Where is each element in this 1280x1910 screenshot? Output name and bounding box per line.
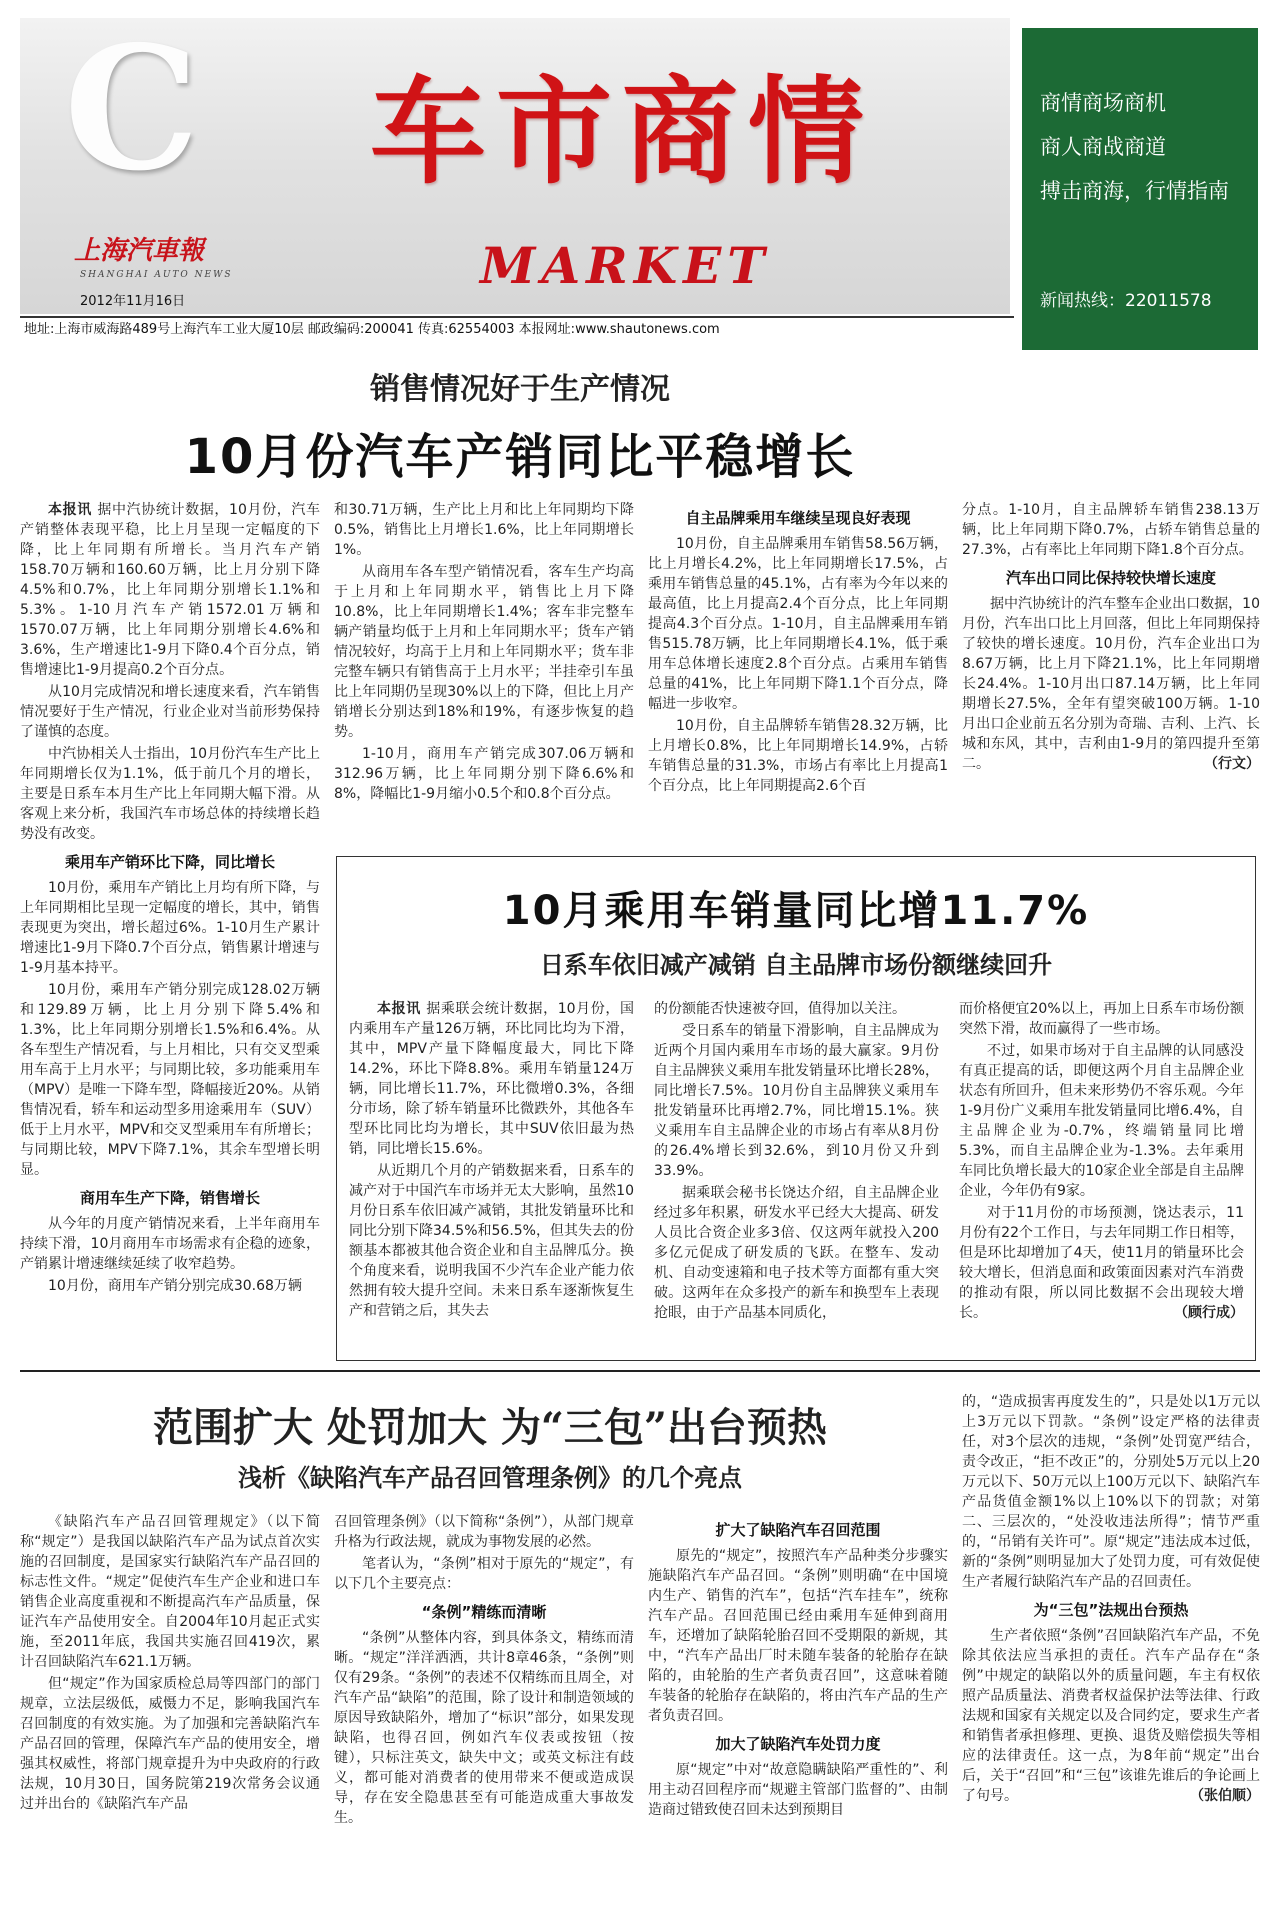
- paragraph: 不过，如果市场对于自主品牌的认同感没有真正提高的话，即便这两个月自主品牌企业状态有所回升，但未来形势仍不容乐观。今年1-9月份广义乘用车批发销量同比增6.4%，自主品牌企业为-0.7%，终端销量同比增5.3%，而自主品牌企业为-1.3%。去年乘用车同比负增长最大的10家企业全部是自主品牌企业，今年仍有9家。: [959, 1043, 1244, 1199]
- newspaper-logo: 上海汽車報: [74, 236, 205, 266]
- article2-box: [336, 856, 1256, 1361]
- subheading: 为“三包”法规出台预热: [1033, 1601, 1189, 1619]
- slogan-box: [1022, 28, 1258, 350]
- paragraph: 分点。1-10月，自主品牌轿车销售238.13万辆，比上年同期下降0.7%，占轿车销售总量的27.3%，占有率比上年同期下降1.8个百分点。: [962, 502, 1260, 558]
- paragraph: 本报讯 据乘联会统计数据，10月份，国内乘用车产量126万辆，环比同比均为下滑，其中，MPV产量下降幅度最大，同比下降14.2%，环比下降8.8%。乘用车销量124万辆，同比增长11.7%，环比微增0.3%，各细分市场，除了轿车销量环比微跌外，其他各车型环比同比均为增长，其中SUV依旧最为热销，同比增长15.6%。: [349, 1001, 634, 1157]
- article3-subhead: 浅析《缺陷汽车产品召回管理条例》的几个亮点: [238, 1463, 742, 1492]
- slogan-line: 商人商战商道: [1040, 135, 1166, 159]
- article3-column-4: [962, 1392, 1260, 1902]
- subheading: 汽车出口同比保持较快增长速度: [1005, 569, 1216, 587]
- section-divider: [20, 1370, 1260, 1372]
- subheading: 自主品牌乘用车继续呈现良好表现: [685, 509, 911, 527]
- author-signature: （行文）: [1204, 756, 1260, 772]
- address-bar: 地址:上海市威海路489号上海汽车工业大厦10层 邮政编码:200041 传真:62554003 本报网址:www.shautonews.com: [20, 316, 1014, 342]
- subheading: “条例”精练而清晰: [421, 1603, 547, 1621]
- article2-column-1: [349, 999, 634, 1351]
- article3-headline: 范围扩大 处罚加大 为“三包”出台预热: [153, 1404, 827, 1451]
- author-signature: （张伯顺）: [1190, 1788, 1260, 1804]
- paragraph: 10月份，乘用车产销比上月均有所下降，与上年同期相比呈现一定幅度的增长，其中，销售表现更为突出，增长超过6%。1-10月生产累计增速比1-9月下降0.7个百分点，销售累计增速与1-9月基本持平。: [20, 880, 320, 976]
- paragraph: 10月份，自主品牌轿车销售28.32万辆，比上月增长0.8%，比上年同期增长14.9%，占轿车销售总量的31.3%，市场占有率比上月提高1个百分点，比上年同期提高2.6个百: [648, 718, 948, 794]
- slogan-line: 搏击商海，行情指南: [1040, 179, 1229, 203]
- subheading: 扩大了缺陷汽车召回范围: [715, 1521, 881, 1539]
- article1-column-3: [648, 500, 948, 845]
- article1-kicker: 销售情况好于生产情况: [370, 372, 670, 407]
- paragraph: “条例”从整体内容，到具体条文，精练而清晰。“规定”洋洋洒洒，共计8章46条，“条例”则仅有29条。“条例”的表述不仅精练而且周全，对汽车产品“缺陷”的范围，除了设计和制造领域的原因导致缺陷外，增加了“标识”部分，如果发现缺陷，也得召回，例如汽车仪表或按钮（按键），只标注英文，缺失中文；或英文标注有歧义，都可能对消费者的使用带来不便或造成误导，存在安全隐患甚至有可能造成重大事故发生。: [334, 1630, 634, 1826]
- paragraph: 10月份，乘用车产销分别完成128.02万辆和129.89万辆，比上月分别下降5.4%和1.3%，比上年同期分别增长1.5%和6.4%。从各车型生产情况看，与上月相比，只有交叉型乘用车高于上月水平；与同期比较，多功能乘用车（MPV）是唯一下降车型，降幅接近20%。从销售情况看，轿车和运动型多用途乘用车（SUV）低于上月水平，MPV和交叉型乘用车有所增长；与同期比较，MPV下降7.1%，其余车型增长明显。: [20, 982, 320, 1178]
- paragraph: 和30.71万辆，生产比上月和比上年同期均下降0.5%，销售比上月增长1.6%，比上年同期增长1%。: [334, 502, 634, 558]
- paragraph: 从今年的月度产销情况来看，上半年商用车持续下滑，10月商用车市场需求有企稳的迹象，产销累计增速继续延续了收窄趋势。: [20, 1216, 320, 1272]
- paragraph: 《缺陷汽车产品召回管理规定》（以下简称“规定”）是我国以缺陷汽车产品为试点首次实施的召回制度，是国家实行缺陷汽车产品召回的标志性文件。“规定”促使汽车生产企业和进口车销售企业高度重视和不断提高汽车产品质量，保证汽车产品使用安全。自2004年10月起正式实施，至2011年底，我国共实施召回419次，累计召回缺陷汽车621.1万辆。: [20, 1514, 320, 1670]
- article3-column-1: [20, 1512, 320, 1902]
- paragraph: 的份额能否快速被夺回，值得加以关注。: [654, 1001, 906, 1017]
- lead-tag: 本报讯: [377, 1001, 427, 1017]
- article1-column-4: [962, 500, 1260, 845]
- paragraph: 从近期几个月的产销数据来看，日系车的减产对于中国汽车市场并无太大影响，虽然10月份日系车依旧减产减销，其批发销量环比和同比分别下降34.5%和56.5%，但其失去的份额基本都被其他合资企业和自主品牌瓜分。换个角度来看，说明我国不少汽车企业产能力依然拥有较大提升空间。未来日系车逐渐恢复生产和营销之后，其失去: [349, 1163, 634, 1319]
- newspaper-logo-en: SHANGHAI AUTO NEWS: [80, 270, 233, 280]
- article2-column-3: [959, 999, 1244, 1351]
- paragraph: 1-10月，商用车产销完成307.06万辆和312.96万辆，比上年同期分别下降6.6%和8%，降幅比1-9月缩小0.5个和0.8个百分点。: [334, 746, 634, 802]
- paragraph: 笔者认为，“条例”相对于原先的“规定”，有以下几个主要亮点：: [334, 1556, 634, 1592]
- subheading: 乘用车产销环比下降，同比增长: [64, 853, 275, 871]
- section-letter-logo: C: [64, 9, 200, 209]
- paragraph: 据中汽协统计的汽车整车企业出口数据，10月份，汽车出口比上月回落，但比上年同期保持了较快的增长速度。10月份，汽车企业出口为8.67万辆，比上月下降21.1%，比上年同期增长24.4%。1-10月出口87.14万辆，比上年同期增长27.5%，全年有望突破100万辆。1-10月出口企业前五名分别为奇瑞、吉利、上汽、长城和东风，其中，吉利由1-9月的第四提升至第二。 （行文）: [962, 596, 1260, 772]
- news-hotline: 新闻热线：22011578: [1040, 291, 1212, 311]
- masthead-banner: [20, 9, 1010, 314]
- article2-subhead: 日系车依旧减产减销 自主品牌市场份额继续回升: [539, 950, 1053, 979]
- article2-headline: 10月乘用车销量同比增11.7%: [502, 888, 1090, 934]
- paragraph: 对于11月份的市场预测，饶达表示，11月份有22个工作日，与去年同期工作日相等，但是环比却增加了4天，使11月的销量环比会较大增长，但消息面和政策面因素对汽车消费的推动有限，所以同比数据不会出现较大增长。 （顾行成）: [959, 1205, 1244, 1321]
- author-signature: （顾行成）: [1174, 1305, 1244, 1321]
- section-title-en: MARKET: [480, 236, 771, 295]
- paragraph: 从10月完成情况和增长速度来看，汽车销售情况要好于生产情况，行业企业对当前形势保持了谨慎的态度。: [20, 684, 320, 740]
- article3-column-2: [334, 1512, 634, 1902]
- paragraph: 受日系车的销量下滑影响，自主品牌成为近两个月国内乘用车市场的最大赢家。9月份自主品牌狭义乘用车批发销量环比增长28%，同比增长7.5%。10月份自主品牌狭义乘用车批发销量环比再增2.7%，同比增15.1%。狭义乘用车自主品牌企业的市场占有率从8月份的26.4%增长到32.6%，到10月份又升到33.9%。: [654, 1023, 939, 1179]
- paragraph: 据乘联会秘书长饶达介绍，自主品牌企业经过多年积累，研发水平已经大大提高、研发人员比合资企业多3倍、仅这两年就投入200多亿元促成了研发质的飞跃。在整车、发动机、自动变速箱和电子技术等方面都有重大突破。这两年在众多投产的新车和换型车上表现抢眼，由于产品基本同质化，: [654, 1185, 939, 1321]
- article3-column-3: [648, 1512, 948, 1902]
- article1-column-1: [20, 500, 320, 1345]
- subheading: 加大了缺陷汽车处罚力度: [715, 1735, 881, 1753]
- section-title: 车市商情: [370, 65, 874, 200]
- paragraph: 10月份，商用车产销分别完成30.68万辆: [48, 1278, 302, 1294]
- slogan-line: 商情商场商机: [1040, 91, 1166, 115]
- paragraph: 原先的“规定”，按照汽车产品种类分步骤实施缺陷汽车产品召回。“条例”则明确“在中国境内生产、销售的汽车”，包括“汽车挂车”，统称汽车产品。召回范围已经由乘用车延伸到商用车，还增加了缺陷轮胎召回不受期限的新规，其中，“汽车产品出厂时未随车装备的轮胎存在缺陷的，由轮胎的生产者负责召回”，这意味着随车装备的轮胎存在缺陷的，将由汽车产品的生产者负责召回。: [648, 1548, 948, 1724]
- paragraph: 10月份，自主品牌乘用车销售58.56万辆，比上月增长4.2%，比上年同期增长17.5%，占乘用车销售总量的45.1%，占有率为今年以来的最高值，比上月提高2.4个百分点，比上年同期提高4.3个百分点。1-10月，自主品牌乘用车销售515.78万辆，比上年同期增长4.1%，低于乘用车总体增长速度2.8个百分点。占乘用车销售总量的41%，比上年同期下降1.1个百分点，降幅进一步收窄。: [648, 536, 948, 712]
- article2-column-2: [654, 999, 939, 1351]
- paragraph: 中汽协相关人士指出，10月份汽车生产比上年同期增长仅为1.1%，低于前几个月的增长，主要是日系车本月生产比上年同期大幅下滑。从客观上来分析，我国汽车市场总体的持续增长趋势没有改变。: [20, 746, 320, 842]
- publication-date: 2012年11月16日: [80, 294, 186, 309]
- lead-tag: 本报讯: [48, 502, 98, 518]
- paragraph: 但“规定”作为国家质检总局等四部门的部门规章，立法层级低，威慑力不足，影响我国汽车召回制度的有效实施。为了加强和完善缺陷汽车产品召回的管理，保障汽车产品的使用安全，增强其权威性，将部门规章提升为中央政府的行政法规，10月30日，国务院第219次常务会议通过并出台的《缺陷汽车产品: [20, 1676, 320, 1812]
- paragraph: 原“规定”中对“故意隐瞒缺陷严重性的”、利用主动召回程序而“规避主管部门监督的”、由制造商过错致使召回未达到预期目: [648, 1762, 948, 1818]
- paragraph: 生产者依照“条例”召回缺陷汽车产品，不免除其依法应当承担的责任。汽车产品存在“条例”中规定的缺陷以外的质量问题，车主有权依照产品质量法、消费者权益保护法等法律、行政法规和国家有关规定以及合同约定，要求生产者和销售者承担修理、更换、退货及赔偿损失等相应的法律责任。这一点，为8年前“规定”出台后，关于“召回”和“三包”该谁先谁后的争论画上了句号。 （张伯顺）: [962, 1628, 1260, 1804]
- paragraph: 的，“造成损害再度发生的”，只是处以1万元以上3万元以下罚款。“条例”设定严格的法律责任，对3个层次的违规，“条例”处罚宽严结合，责令改正，“拒不改正”的，分别处5万元以上20万元以下、50万元以上100万元以下、缺陷汽车产品货值金额1%以上10%以下的罚款；对第二、三层次的，“处没收违法所得”；情节严重的，“吊销有关许可”。原“规定”违法成本过低，新的“条例”则明显加大了处罚力度，可有效促使生产者履行缺陷汽车产品的召回责任。: [962, 1394, 1260, 1590]
- paragraph: 从商用车各车型产销情况看，客车生产均高于上月和上年同期水平，销售比上月下降10.8%，比上年同期增长1.4%；客车非完整车辆产销量均低于上月和上年同期水平；货车产销情况较好，均高于上月和上年同期水平；货车非完整车辆只有销售高于上月水平；半挂牵引车虽比上年同期仍呈现30%以上的下降，但比上月产销增长分别达到18%和19%，有逐步恢复的趋势。: [334, 564, 634, 740]
- article1-column-2: [334, 500, 634, 845]
- paragraph: 而价格便宜20%以上，再加上日系车市场份额突然下滑，故而赢得了一些市场。: [959, 1001, 1244, 1037]
- article1-headline: 10月份汽车产销同比平稳增长: [184, 429, 856, 485]
- subheading: 商用车生产下降，销售增长: [79, 1189, 260, 1207]
- paragraph: 本报讯 据中汽协统计数据，10月份，汽车产销整体表现平稳，比上月呈现一定幅度的下降，比上年同期有所增长。当月汽车产销158.70万辆和160.60万辆，比上月分别下降4.5%和0.7%，比上年同期分别增长1.1%和5.3%。1-10月汽车产销1572.01万辆和1570.07万辆，比上年同期分别增长4.6%和3.6%，生产增速比1-9月下降0.4个百分点，销售增速比1-9月提高0.2个百分点。: [20, 502, 320, 678]
- paragraph: 召回管理条例》（以下简称“条例”），从部门规章升格为行政法规，就成为事物发展的必然。: [334, 1514, 634, 1550]
